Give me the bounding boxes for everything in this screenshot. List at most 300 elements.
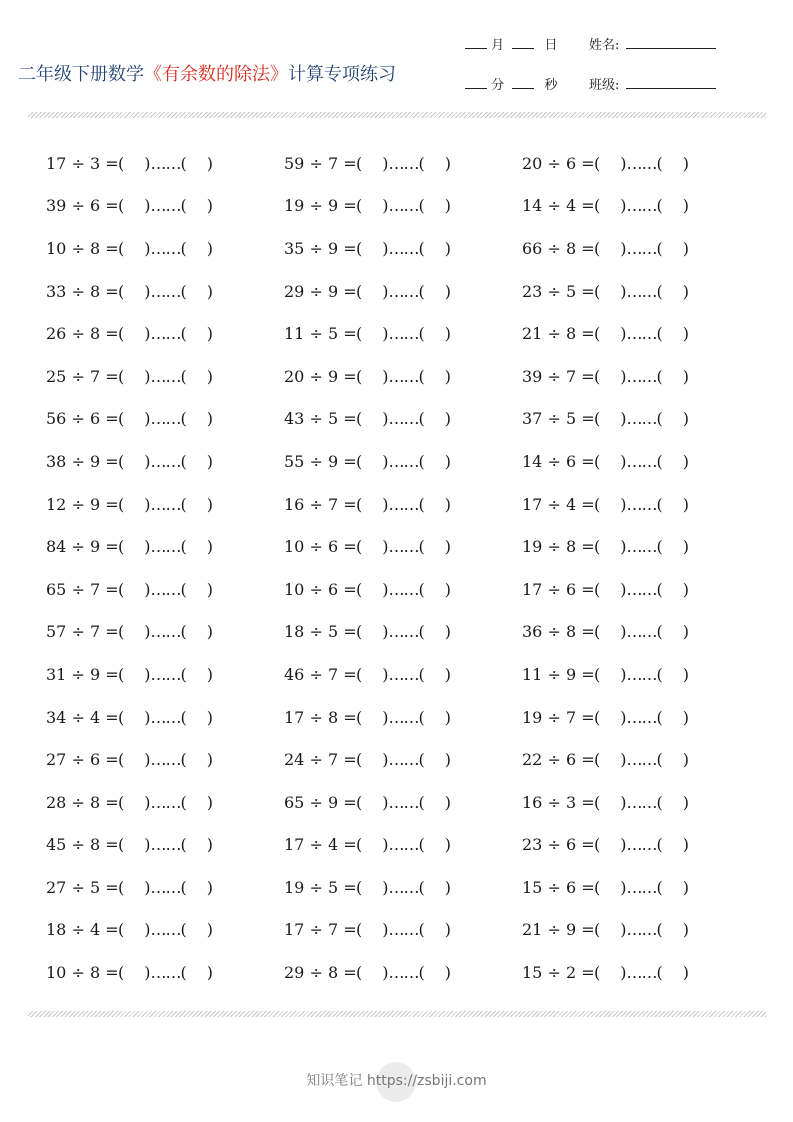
remainder-open-paren: ( [418,750,425,770]
quotient-open-paren: ( [356,664,363,684]
remainder-close-paren: ) [682,792,689,812]
quotient-open-paren: ( [594,792,601,812]
remainder-open-paren: ( [418,963,425,983]
problem-expression: 27 ÷ 5 = [46,877,119,897]
remainder-dots: …… [626,366,657,386]
remainder-close-paren: ) [206,366,213,386]
remainder-close-paren: ) [206,920,213,940]
problem-expression: 23 ÷ 6 = [522,835,595,855]
division-problem [284,312,522,355]
remainder-open-paren: ( [656,451,663,471]
quotient-open-paren: ( [356,963,363,983]
division-problem [522,227,760,270]
division-problem [284,781,522,824]
division-problem [46,909,284,952]
remainder-open-paren: ( [656,579,663,599]
quotient-close-paren: ) [382,792,389,812]
division-problem [46,866,284,909]
division-problem [284,355,522,398]
problem-expression: 19 ÷ 9 = [284,196,357,216]
problem-expression: 29 ÷ 9 = [284,281,357,301]
remainder-close-paren: ) [682,196,689,216]
remainder-dots: …… [626,537,657,557]
problem-expression: 59 ÷ 7 = [284,153,357,173]
remainder-open-paren: ( [418,835,425,855]
quotient-close-paren: ) [620,622,627,642]
remainder-dots: …… [388,281,419,301]
remainder-close-paren: ) [682,963,689,983]
remainder-close-paren: ) [444,494,451,514]
remainder-close-paren: ) [206,196,213,216]
remainder-dots: …… [626,494,657,514]
remainder-dots: …… [388,920,419,940]
quotient-open-paren: ( [118,579,125,599]
problem-expression: 10 ÷ 8 = [46,238,119,258]
remainder-dots: …… [388,238,419,258]
quotient-open-paren: ( [356,409,363,429]
minute-label: 分 [491,78,505,93]
problem-expression: 19 ÷ 8 = [522,537,595,557]
footer-text: 知识笔记 https://zsbiji.com [306,1073,487,1089]
remainder-open-paren: ( [418,579,425,599]
name-blank[interactable] [626,36,716,49]
remainder-close-paren: ) [444,238,451,258]
quotient-open-paren: ( [356,835,363,855]
remainder-close-paren: ) [206,409,213,429]
remainder-dots: …… [388,792,419,812]
quotient-close-paren: ) [620,451,627,471]
time-field [465,74,557,93]
problem-expression: 14 ÷ 4 = [522,196,595,216]
remainder-close-paren: ) [682,324,689,344]
remainder-dots: …… [626,622,657,642]
problem-expression: 55 ÷ 9 = [284,451,357,471]
quotient-open-paren: ( [594,835,601,855]
division-problem [284,951,522,994]
quotient-open-paren: ( [118,196,125,216]
remainder-dots: …… [150,451,181,471]
remainder-close-paren: ) [682,153,689,173]
problem-expression: 17 ÷ 4 = [522,494,595,514]
quotient-open-paren: ( [356,153,363,173]
month-label: 月 [491,38,505,53]
quotient-open-paren: ( [118,664,125,684]
quotient-open-paren: ( [356,281,363,301]
remainder-open-paren: ( [180,238,187,258]
quotient-close-paren: ) [382,920,389,940]
remainder-open-paren: ( [418,324,425,344]
remainder-close-paren: ) [682,281,689,301]
day-blank[interactable] [512,36,534,49]
remainder-open-paren: ( [656,153,663,173]
remainder-dots: …… [626,281,657,301]
remainder-open-paren: ( [656,409,663,429]
quotient-close-paren: ) [620,537,627,557]
problem-expression: 37 ÷ 5 = [522,409,595,429]
remainder-dots: …… [150,196,181,216]
remainder-open-paren: ( [656,792,663,812]
remainder-open-paren: ( [418,238,425,258]
division-problem [46,824,284,867]
remainder-close-paren: ) [206,579,213,599]
top-divider [28,112,766,118]
remainder-close-paren: ) [206,664,213,684]
division-problem [46,525,284,568]
division-problem [284,142,522,185]
problem-expression: 28 ÷ 8 = [46,792,119,812]
remainder-open-paren: ( [418,281,425,301]
quotient-open-paren: ( [594,281,601,301]
remainder-dots: …… [150,494,181,514]
remainder-open-paren: ( [180,622,187,642]
remainder-dots: …… [626,238,657,258]
problem-expression: 17 ÷ 6 = [522,579,595,599]
problem-expression: 20 ÷ 9 = [284,366,357,386]
quotient-close-paren: ) [144,835,151,855]
quotient-close-paren: ) [620,707,627,727]
remainder-open-paren: ( [656,196,663,216]
remainder-close-paren: ) [444,664,451,684]
problem-expression: 18 ÷ 5 = [284,622,357,642]
quotient-close-paren: ) [144,494,151,514]
division-problem [46,568,284,611]
class-label: 班级: [589,78,620,93]
remainder-open-paren: ( [180,537,187,557]
division-problem [46,653,284,696]
remainder-close-paren: ) [206,451,213,471]
division-problem [46,142,284,185]
division-problem [284,738,522,781]
problem-expression: 17 ÷ 3 = [46,153,119,173]
remainder-dots: …… [150,877,181,897]
problem-expression: 29 ÷ 8 = [284,963,357,983]
remainder-open-paren: ( [418,920,425,940]
division-problem [522,568,760,611]
remainder-open-paren: ( [180,281,187,301]
remainder-close-paren: ) [444,281,451,301]
problem-expression: 66 ÷ 8 = [522,238,595,258]
quotient-close-paren: ) [144,750,151,770]
remainder-close-paren: ) [444,877,451,897]
remainder-dots: …… [150,622,181,642]
quotient-close-paren: ) [620,494,627,514]
quotient-close-paren: ) [382,281,389,301]
division-problem [522,781,760,824]
title-grade: 二年级下册数学 [18,64,144,85]
quotient-open-paren: ( [118,238,125,258]
remainder-dots: …… [388,153,419,173]
quotient-close-paren: ) [620,324,627,344]
quotient-open-paren: ( [594,707,601,727]
problem-expression: 16 ÷ 7 = [284,494,357,514]
remainder-open-paren: ( [656,664,663,684]
quotient-close-paren: ) [144,238,151,258]
remainder-close-paren: ) [206,792,213,812]
quotient-open-paren: ( [118,281,125,301]
problem-expression: 17 ÷ 8 = [284,707,357,727]
remainder-open-paren: ( [418,366,425,386]
problem-expression: 23 ÷ 5 = [522,281,595,301]
problem-expression: 11 ÷ 5 = [284,324,357,344]
remainder-dots: …… [626,920,657,940]
remainder-dots: …… [626,451,657,471]
remainder-dots: …… [626,963,657,983]
problem-expression: 10 ÷ 8 = [46,963,119,983]
remainder-open-paren: ( [418,707,425,727]
problem-expression: 15 ÷ 6 = [522,877,595,897]
division-problem [284,270,522,313]
remainder-dots: …… [150,707,181,727]
quotient-open-paren: ( [356,579,363,599]
quotient-close-paren: ) [144,920,151,940]
quotient-close-paren: ) [620,579,627,599]
remainder-close-paren: ) [206,835,213,855]
problem-expression: 20 ÷ 6 = [522,153,595,173]
problem-expression: 17 ÷ 4 = [284,835,357,855]
remainder-open-paren: ( [656,537,663,557]
remainder-dots: …… [388,451,419,471]
quotient-close-paren: ) [144,324,151,344]
problem-expression: 56 ÷ 6 = [46,409,119,429]
quotient-open-paren: ( [594,622,601,642]
quotient-open-paren: ( [118,451,125,471]
remainder-close-paren: ) [444,409,451,429]
remainder-open-paren: ( [656,324,663,344]
quotient-open-paren: ( [594,196,601,216]
remainder-close-paren: ) [444,324,451,344]
problem-expression: 24 ÷ 7 = [284,750,357,770]
quotient-close-paren: ) [144,707,151,727]
remainder-close-paren: ) [206,153,213,173]
name-label: 姓名: [589,38,620,53]
quotient-open-paren: ( [594,579,601,599]
problem-expression: 26 ÷ 8 = [46,324,119,344]
quotient-close-paren: ) [620,366,627,386]
remainder-open-paren: ( [180,494,187,514]
remainder-close-paren: ) [206,537,213,557]
remainder-close-paren: ) [682,664,689,684]
remainder-open-paren: ( [656,707,663,727]
remainder-close-paren: ) [444,835,451,855]
remainder-close-paren: ) [682,409,689,429]
problem-expression: 34 ÷ 4 = [46,707,119,727]
problem-expression: 65 ÷ 7 = [46,579,119,599]
quotient-close-paren: ) [144,792,151,812]
quotient-close-paren: ) [620,835,627,855]
remainder-dots: …… [150,792,181,812]
quotient-close-paren: ) [144,579,151,599]
month-blank[interactable] [465,36,487,49]
remainder-open-paren: ( [180,792,187,812]
remainder-open-paren: ( [418,664,425,684]
remainder-close-paren: ) [444,707,451,727]
remainder-open-paren: ( [180,366,187,386]
quotient-close-paren: ) [382,877,389,897]
division-problem [522,611,760,654]
date-field [465,34,557,53]
quotient-open-paren: ( [356,196,363,216]
division-problem [284,824,522,867]
quotient-close-paren: ) [620,409,627,429]
division-problem [522,738,760,781]
remainder-close-paren: ) [682,579,689,599]
remainder-dots: …… [150,920,181,940]
remainder-dots: …… [388,622,419,642]
minute-blank[interactable] [465,76,487,89]
remainder-close-paren: ) [206,281,213,301]
quotient-close-paren: ) [382,664,389,684]
remainder-dots: …… [388,963,419,983]
division-problem [46,227,284,270]
division-problem [46,951,284,994]
quotient-close-paren: ) [144,153,151,173]
quotient-open-paren: ( [594,963,601,983]
quotient-open-paren: ( [594,494,601,514]
remainder-open-paren: ( [656,281,663,301]
remainder-open-paren: ( [180,963,187,983]
division-problem [522,696,760,739]
quotient-close-paren: ) [144,877,151,897]
remainder-dots: …… [626,750,657,770]
quotient-open-paren: ( [118,366,125,386]
remainder-close-paren: ) [682,366,689,386]
quotient-open-paren: ( [118,494,125,514]
quotient-close-paren: ) [620,792,627,812]
remainder-dots: …… [150,409,181,429]
quotient-close-paren: ) [382,537,389,557]
division-problem [46,398,284,441]
remainder-dots: …… [388,324,419,344]
quotient-close-paren: ) [382,579,389,599]
quotient-close-paren: ) [144,409,151,429]
quotient-open-paren: ( [118,920,125,940]
quotient-close-paren: ) [620,963,627,983]
problem-expression: 39 ÷ 7 = [522,366,595,386]
quotient-close-paren: ) [144,664,151,684]
problem-expression: 46 ÷ 7 = [284,664,357,684]
remainder-dots: …… [388,750,419,770]
problem-expression: 19 ÷ 7 = [522,707,595,727]
quotient-open-paren: ( [356,324,363,344]
remainder-dots: …… [150,537,181,557]
division-problem [46,611,284,654]
quotient-close-paren: ) [144,281,151,301]
quotient-close-paren: ) [382,707,389,727]
remainder-open-paren: ( [418,196,425,216]
remainder-close-paren: ) [682,238,689,258]
remainder-open-paren: ( [180,707,187,727]
quotient-open-paren: ( [118,963,125,983]
title-topic: 《有余数的除法》 [144,64,288,85]
remainder-dots: …… [150,579,181,599]
problem-expression: 25 ÷ 7 = [46,366,119,386]
quotient-open-paren: ( [594,750,601,770]
remainder-close-paren: ) [682,537,689,557]
remainder-dots: …… [388,579,419,599]
quotient-close-paren: ) [144,451,151,471]
remainder-open-paren: ( [418,622,425,642]
remainder-close-paren: ) [444,537,451,557]
remainder-open-paren: ( [180,877,187,897]
remainder-open-paren: ( [180,196,187,216]
remainder-close-paren: ) [444,792,451,812]
remainder-dots: …… [150,281,181,301]
quotient-open-paren: ( [118,792,125,812]
quotient-open-paren: ( [356,451,363,471]
division-problem [284,866,522,909]
division-problem [46,696,284,739]
remainder-open-paren: ( [656,963,663,983]
remainder-close-paren: ) [444,196,451,216]
division-problem [284,227,522,270]
quotient-open-paren: ( [356,238,363,258]
problem-expression: 14 ÷ 6 = [522,451,595,471]
class-blank[interactable] [626,76,716,89]
problem-expression: 21 ÷ 8 = [522,324,595,344]
second-blank[interactable] [512,76,534,89]
remainder-dots: …… [626,409,657,429]
remainder-close-paren: ) [682,920,689,940]
quotient-close-paren: ) [382,622,389,642]
remainder-dots: …… [626,792,657,812]
name-field [589,34,716,53]
division-problem [46,738,284,781]
remainder-dots: …… [150,366,181,386]
division-problem [284,909,522,952]
remainder-open-paren: ( [180,835,187,855]
remainder-open-paren: ( [180,409,187,429]
quotient-open-paren: ( [594,537,601,557]
quotient-close-paren: ) [382,750,389,770]
division-problem [522,270,760,313]
quotient-close-paren: ) [620,238,627,258]
division-problem [46,483,284,526]
division-problem [522,142,760,185]
quotient-close-paren: ) [382,494,389,514]
remainder-open-paren: ( [656,494,663,514]
problem-expression: 45 ÷ 8 = [46,835,119,855]
remainder-dots: …… [388,707,419,727]
quotient-open-paren: ( [118,409,125,429]
division-problem [522,653,760,696]
division-problem [522,824,760,867]
remainder-open-paren: ( [180,324,187,344]
division-problem [522,185,760,228]
division-problem [46,355,284,398]
remainder-close-paren: ) [682,835,689,855]
quotient-open-paren: ( [118,324,125,344]
quotient-open-paren: ( [356,537,363,557]
quotient-close-paren: ) [382,366,389,386]
remainder-open-paren: ( [180,664,187,684]
remainder-close-paren: ) [444,451,451,471]
remainder-close-paren: ) [444,579,451,599]
quotient-close-paren: ) [620,920,627,940]
title-practice: 计算专项练习 [288,64,396,85]
remainder-close-paren: ) [206,963,213,983]
problem-expression: 84 ÷ 9 = [46,537,119,557]
quotient-open-paren: ( [118,622,125,642]
quotient-open-paren: ( [356,366,363,386]
remainder-close-paren: ) [206,750,213,770]
quotient-close-paren: ) [144,537,151,557]
remainder-open-paren: ( [180,920,187,940]
remainder-dots: …… [626,707,657,727]
day-label: 日 [544,38,558,53]
remainder-dots: …… [388,494,419,514]
remainder-dots: …… [388,366,419,386]
problem-expression: 18 ÷ 4 = [46,920,119,940]
